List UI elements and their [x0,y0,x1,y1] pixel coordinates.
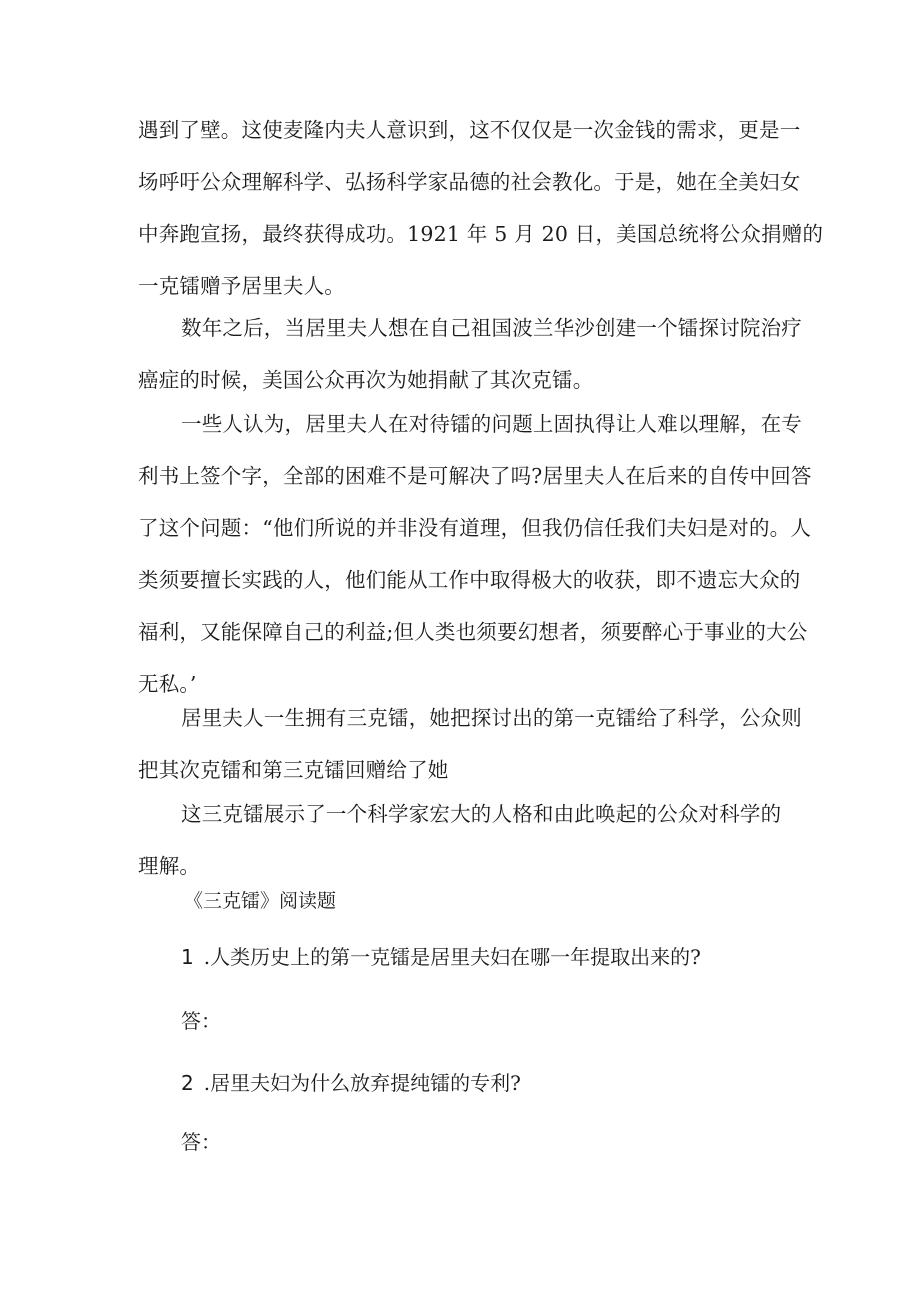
quiz-heading: 《三克镭》阅读题 [184,890,337,912]
text-line: 这三克镭展示了一个科学家宏大的人格和由此唤起的公众对科学的 [181,802,782,826]
text-line: 一克镭赠予居里夫人。 [138,274,345,298]
question-2 [181,1068,521,1098]
text-line: 了这个问题：“他们所说的并非没有道理，但我仍信任我们夫妇是对的。人 [138,516,812,540]
answer-label-2: 答： [181,1130,221,1154]
paragraph-1 [138,104,824,312]
text-line: 数年之后，当居里夫人想在自己祖国波兰华沙创建一个镭探讨院治疗 [181,316,802,340]
text-line: 场呼吁公众理解科学、弘扬科学家品德的社会教化。于是，她在全美妇女 [138,170,801,194]
text-line: 无私。’ [138,672,197,696]
paragraph-3 [138,398,812,710]
text-line: 理解。 [138,854,201,878]
text-line: 中奔跑宣扬，最终获得成功。1921 年 5 月 20 日，美国总统将公众捐赠的 [138,222,824,246]
paragraph-5 [138,788,788,892]
paragraph-4 [138,692,802,796]
text-line: 居里夫人一生拥有三克镭，她把探讨出的第一克镭给了科学，公众则 [181,706,802,730]
question-text: .人类历史上的第一克镭是居里夫妇在哪一年提取出来的? [203,945,701,969]
question-number: 1 [181,945,194,969]
text-line: 福利，又能保障自己的利益;但人类也须要幻想者，须要醉心于事业的大公 [138,620,808,644]
answer-label-1: 答： [181,1009,221,1033]
text-line: 癌症的时候，美国公众再次为她捐献了其次克镭。 [138,368,594,392]
text-line: 利书上签个字，全部的困难不是可解决了吗?居里夫人在后来的自传中回答 [138,464,812,488]
text-line: 把其次克镭和第三克镭回赠给了她 [138,758,449,782]
text-line: 遇到了壁。这使麦隆内夫人意识到，这不仅仅是一次金钱的需求，更是一 [138,118,801,142]
question-number: 2 [181,1071,194,1095]
question-1 [181,942,701,972]
paragraph-2 [138,302,802,406]
text-line: 一些人认为，居里夫人在对待镭的问题上固执得让人难以理解，在专 [181,412,802,436]
question-text: .居里夫妇为什么放弃提纯镭的专利? [203,1071,521,1095]
text-line: 类须要擅长实践的人，他们能从工作中取得极大的收获，即不遗忘大众的 [138,568,801,592]
